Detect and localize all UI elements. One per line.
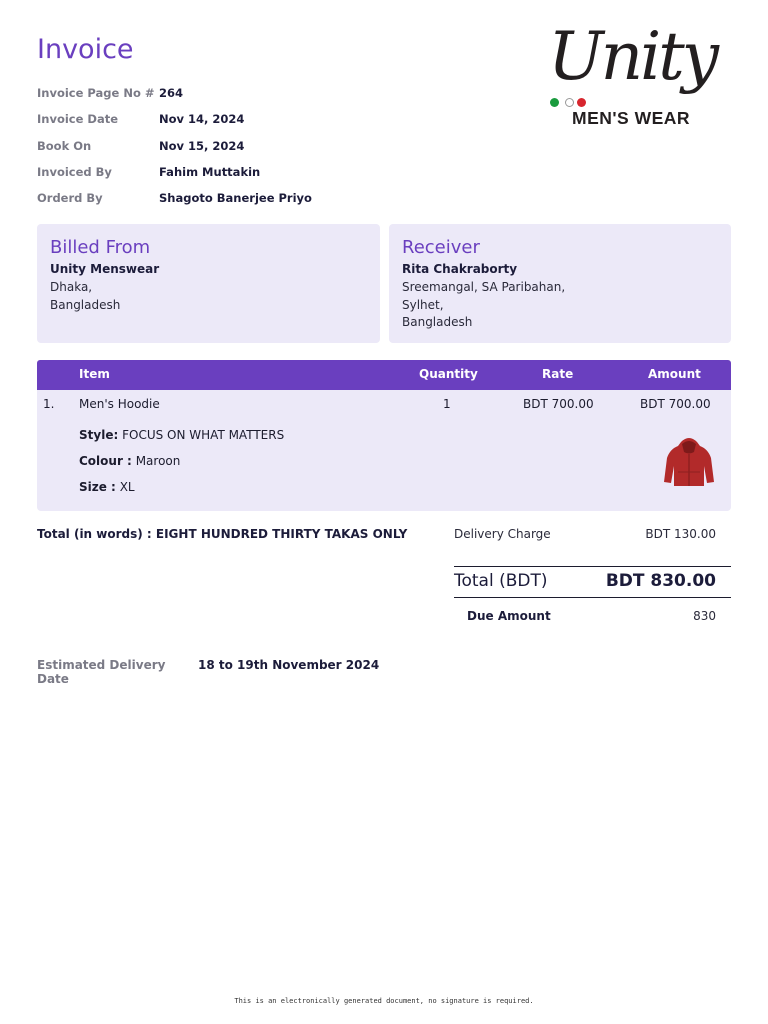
receiver-address [402,279,565,332]
item-attribute-colour [79,454,180,468]
maroon-hoodie-image [664,436,714,488]
logo-wordmark: Unity [548,18,717,95]
attribute-value: XL [119,480,135,494]
meta-value: 264 [159,86,184,101]
items-table-header [37,360,731,390]
column-header-quantity: Quantity [419,367,478,381]
meta-row-invoiced-by [37,159,312,185]
invoice-meta [37,80,312,211]
meta-label: Orderd By [37,191,103,206]
brand-logo [544,18,734,135]
due-amount-label: Due Amount [467,609,551,623]
logo-dot-white-icon [565,98,574,107]
address-line: Sylhet, [402,297,444,312]
delivery-charge-label: Delivery Charge [454,527,551,541]
meta-row-ordered-by [37,185,312,211]
column-header-amount: Amount [648,367,701,381]
estimated-delivery-value: 18 to 19th November 2024 [198,658,380,672]
address-line: Sreemangal, SA Paribahan, [402,280,566,294]
item-quantity: 1 [443,397,451,411]
logo-dot-green-icon [550,98,559,107]
total-in-words: Total (in words) : EIGHT HUNDRED THIRTY TAKAS ONLY [37,527,408,541]
meta-row-page-no [37,80,312,106]
column-header-item: Item [79,367,110,381]
item-rate: BDT 700.00 [523,397,594,411]
address-line: Bangladesh [402,315,473,329]
column-header-rate: Rate [542,367,574,381]
address-line: Dhaka, [50,280,93,294]
attribute-label: Style: [79,428,119,442]
attribute-value: Maroon [135,454,181,468]
item-attribute-style [79,428,284,442]
meta-row-book-on [37,133,312,159]
meta-value: Nov 15, 2024 [159,138,245,153]
sender-address [50,279,120,314]
item-amount: BDT 700.00 [640,397,711,411]
meta-label: Invoice Date [37,112,119,127]
meta-value: Shagoto Banerjee Priyo [159,191,312,206]
estimated-delivery [37,658,379,686]
estimated-delivery-label: Estimated Delivery Date [37,658,166,686]
meta-label: Book On [37,138,92,153]
attribute-label: Size : [79,480,116,494]
delivery-charge-value: BDT 130.00 [645,527,716,541]
meta-value: Fahim Muttakin [159,165,261,180]
logo-subtitle: MEN'S WEAR [572,108,691,128]
attribute-label: Colour : [79,454,132,468]
address-line: Bangladesh [50,297,121,312]
item-attribute-size [79,480,135,494]
due-amount-value: 830 [693,609,716,623]
item-name: Men's Hoodie [79,397,160,411]
footer-note: This is an electronically generated document, no signature is required. [234,997,534,1005]
total-label: Total (BDT) [454,571,548,591]
receiver-card [389,224,731,343]
card-title: Receiver [402,237,480,258]
meta-row-invoice-date [37,106,312,132]
total-top-divider [454,566,731,567]
row-index: 1. [43,397,55,411]
billed-from-card [37,224,380,343]
receiver-name: Rita Chakraborty [402,262,518,276]
attribute-value: FOCUS ON WHAT MATTERS [122,428,285,442]
logo-dot-red-icon [577,98,586,107]
total-bottom-divider [454,597,731,598]
page-title: Invoice [37,34,134,65]
meta-label: Invoiced By [37,165,112,180]
total-value: BDT 830.00 [605,571,716,591]
meta-value: Nov 14, 2024 [159,112,245,127]
sender-name: Unity Menswear [50,262,160,276]
card-title: Billed From [50,237,151,258]
table-row [37,390,731,511]
meta-label: Invoice Page No # [37,86,155,101]
